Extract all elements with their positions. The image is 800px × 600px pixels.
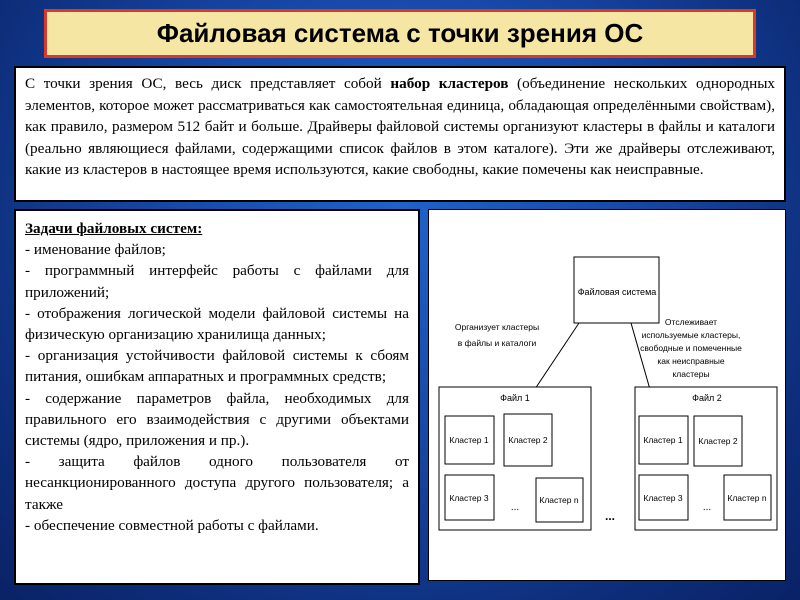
slide-title: Файловая система с точки зрения ОС (44, 9, 756, 58)
right-note-line: как неисправные (657, 356, 725, 366)
task-item: - программный интерфейс работы с файлами для приложений; (25, 262, 409, 301)
filesystem-label: Файловая система (577, 287, 657, 297)
file1-cluster-label: Кластер n (539, 495, 579, 505)
diagram-panel (428, 209, 786, 581)
file2-cluster-label: Кластер 1 (643, 435, 683, 445)
file1-cluster-label: Кластер 2 (508, 435, 548, 445)
intro-text-rest: (объединение нескольких однородных элементов, которое может рассматриваться как самостоятельная единица, обладающая определёнными свойствам), как правило, размером 512 байт и больше. Драйверы файловой системы организуют кластеры в файлы и каталоги (реально являющиеся файлами, содержащими список файлов в этом каталоге). Эти же драйверы отслеживают, какие из кластеров в настоящее время используются, какие свободны, какие помечены как неисправные. (25, 75, 776, 178)
task-item: - именование файлов; (25, 241, 166, 259)
right-note-line: используемые кластеры, (641, 330, 741, 340)
tasks-panel (14, 209, 420, 585)
cluster-diagram (429, 210, 785, 580)
intro-text (14, 66, 786, 202)
file2-dots: ... (702, 502, 712, 513)
right-note-line: свободные и помеченные (640, 343, 742, 353)
intro-text-bold: набор кластеров (390, 75, 509, 92)
task-item: - содержание параметров файла, необходимых для правильного его взаимодействия с другими объектами системы (ядро, приложения и пр.). (25, 389, 409, 450)
left-note-line: в файлы и каталоги (457, 338, 537, 348)
task-item: - отображения логической модели файловой системы на физическую организацию хранилища данных; (25, 304, 409, 344)
file2-cluster-label: Кластер 2 (698, 436, 738, 446)
task-item: - организация устойчивости файловой системы к сбоям питания, ошибкам аппаратных и программных средств; (25, 347, 409, 386)
left-note-line: Организует кластеры (454, 322, 540, 332)
file2-cluster-label: Кластер n (727, 493, 767, 503)
file1-cluster-label: Кластер 3 (449, 493, 489, 503)
tasks-heading: Задачи файловых систем: (25, 220, 203, 237)
right-note-line: Отслеживает (664, 317, 718, 327)
file1-dots: ... (510, 502, 520, 513)
file1-title: Файл 1 (500, 393, 530, 403)
task-item: - обеспечение совместной работы с файлами. (25, 516, 319, 534)
file2-title: Файл 2 (692, 393, 722, 403)
right-note-line: кластеры (672, 369, 710, 379)
file1-cluster-label: Кластер 1 (449, 435, 489, 445)
between-files-dots: ... (604, 509, 616, 523)
file2-cluster-label: Кластер 3 (643, 493, 683, 503)
intro-text-start: С точки зрения ОС, весь диск представляет собой (25, 75, 391, 92)
task-item: - защита файлов одного пользователя от несанкционированного доступа другого пользователя; а также (25, 453, 409, 513)
